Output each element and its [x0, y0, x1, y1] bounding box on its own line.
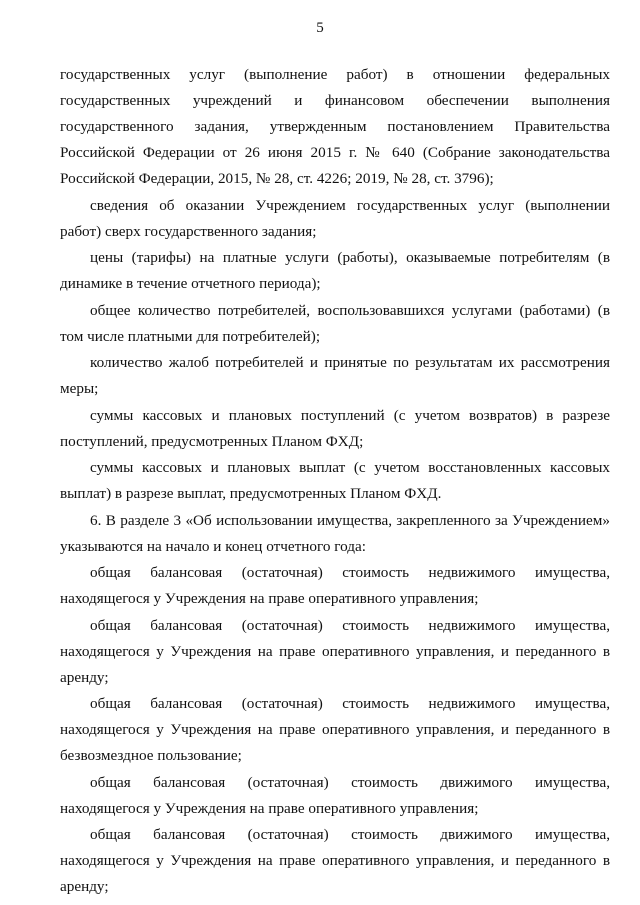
- page-number: 5: [316, 20, 324, 36]
- paragraph: общее количество потребителей, воспользовавшихся услугами (работами) (в том числе платными для потребителей);: [60, 301, 610, 345]
- paragraph: суммы кассовых и плановых выплат (с учетом восстановленных кассовых выплат) в разрезе выплат, предусмотренных Планом ФХД.: [60, 459, 610, 502]
- paragraph: сведения об оказании Учреждением государственных услуг (выполнении работ) сверх государственного задания;: [60, 196, 610, 240]
- paragraph: общая балансовая (остаточная) стоимость недвижимого имущества, находящегося у Учреждения на праве оперативного управления;: [60, 564, 610, 607]
- paragraph: государственных услуг (выполнение работ) в отношении федеральных государственных учреждений и финансовом обеспечении выполнения государственного задания, утвержденным постановлением Правительства Российской Федерации от 26 июня 2015 г. № 640 (Собрание законодательства Российской Федерации, 2015, № 28, ст. 4226; 2019, № 28, ст. 3796);: [60, 66, 610, 187]
- paragraph: цены (тарифы) на платные услуги (работы), оказываемые потребителям (в динамике в течение отчетного периода);: [60, 249, 610, 292]
- paragraph: общая балансовая (остаточная) стоимость движимого имущества, находящегося у Учреждения на праве оперативного управления, и переданного в аренду;: [60, 826, 610, 895]
- paragraph: суммы кассовых и плановых поступлений (с учетом возвратов) в разрезе поступлений, предусмотренных Планом ФХД;: [60, 406, 610, 450]
- paragraph: общая балансовая (остаточная) стоимость недвижимого имущества, находящегося у Учреждения на праве оперативного управления, и переданного в аренду;: [60, 616, 610, 686]
- paragraph: количество жалоб потребителей и принятые по результатам их рассмотрения меры;: [60, 354, 610, 397]
- section-heading-paragraph: 6. В разделе 3 «Об использовании имущества, закрепленного за Учреждением» указываются на начало и конец отчетного года:: [60, 511, 610, 555]
- paragraph: общая балансовая (остаточная) стоимость движимого имущества, находящегося у Учреждения на праве оперативного управления;: [60, 773, 610, 817]
- paragraph: общая балансовая (остаточная) стоимость недвижимого имущества, находящегося у Учреждения на праве оперативного управления, и переданного в безвозмездное пользование;: [60, 695, 610, 764]
- document-body: [60, 62, 610, 901]
